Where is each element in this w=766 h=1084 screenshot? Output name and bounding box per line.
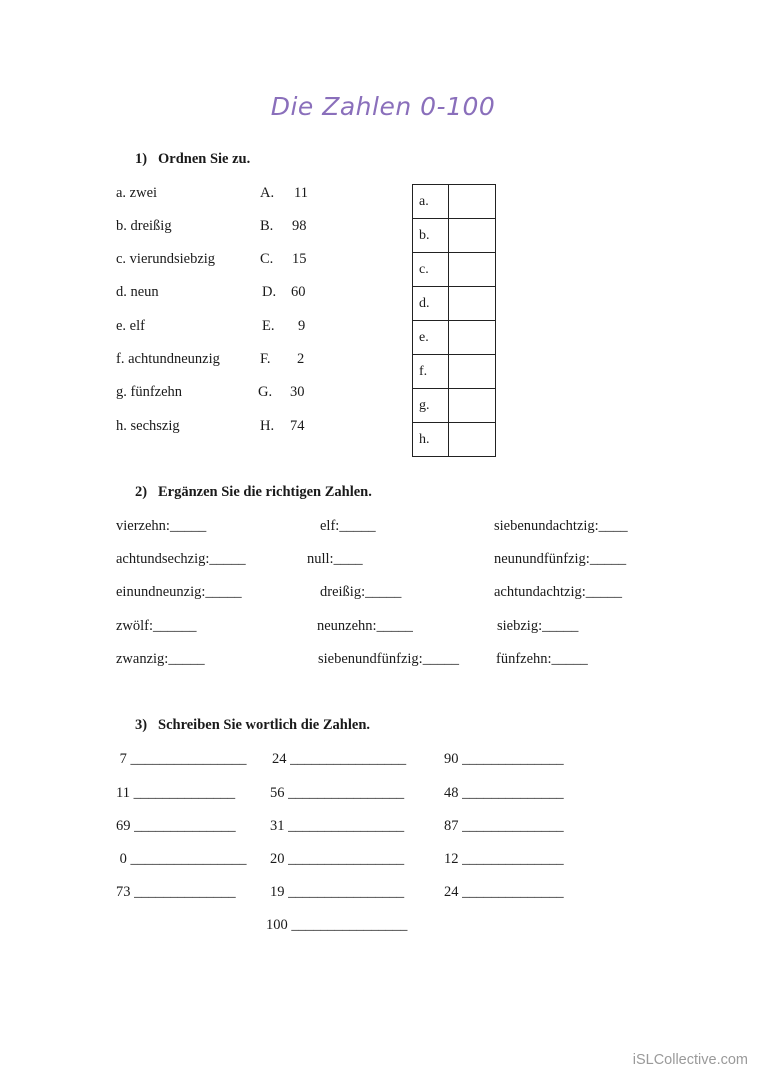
word-c: c. vierundsiebzig [116,251,216,267]
value-A: 11 [294,185,308,201]
word-d: d. neun [116,284,159,300]
write-item: 19 ________________ [270,884,405,900]
fill-item: siebenundfünfzig:_____ [318,651,459,667]
fill-item: elf:_____ [320,518,376,534]
letter-E: E. [262,318,275,334]
fill-item: null:____ [307,551,363,567]
value-E: 9 [298,318,306,334]
grid-label: f. [413,355,449,389]
grid-label: g. [413,389,449,423]
grid-row [413,321,496,355]
letter-C: C. [260,251,274,267]
answer-box[interactable] [449,219,496,253]
write-item: 24 ________________ [272,751,407,767]
letter-A: A. [260,185,275,201]
section-2-title: Ergänzen Sie die richtigen Zahlen. [158,484,372,500]
section-1-heading [135,151,250,168]
answer-grid [412,184,496,457]
write-item: 20 ________________ [270,851,405,867]
fill-item: achtundsechzig:_____ [116,551,246,567]
value-H: 74 [290,418,305,434]
section-1-number: 1) [135,151,148,167]
write-item: 0 ________________ [116,851,247,867]
letter-H: H. [260,418,275,434]
write-item: 11 ______________ [116,785,236,801]
write-item: 24 ______________ [444,884,564,900]
grid-row [413,253,496,287]
value-C: 15 [292,251,307,267]
fill-item: neunzehn:_____ [317,618,413,634]
grid-row [413,423,496,457]
value-F: 2 [297,351,305,367]
answer-box[interactable] [449,355,496,389]
answer-box[interactable] [449,185,496,219]
word-h: h. sechszig [116,418,180,434]
section-2-number: 2) [135,484,148,500]
write-item: 48 ______________ [444,785,564,801]
grid-row [413,287,496,321]
watermark: iSLCollective.com [632,1052,748,1068]
fill-item: zwölf:______ [116,618,197,634]
section-3-title: Schreiben Sie wortlich die Zahlen. [158,717,371,733]
write-item: 31 ________________ [270,818,405,834]
page-title: Die Zahlen 0-100 [270,92,496,121]
value-B: 98 [292,218,307,234]
write-item: 7 ________________ [116,751,247,767]
grid-label: a. [413,185,449,219]
fill-item: neunundfünfzig:_____ [494,551,627,567]
fill-item: siebzig:_____ [497,618,579,634]
answer-box[interactable] [449,389,496,423]
answer-box[interactable] [449,423,496,457]
fill-item: dreißig:_____ [320,584,402,600]
grid-row [413,185,496,219]
write-item: 12 ______________ [444,851,564,867]
grid-label: b. [413,219,449,253]
write-item: 90 ______________ [444,751,564,767]
grid-label: e. [413,321,449,355]
value-D: 60 [291,284,306,300]
section-1-title: Ordnen Sie zu. [158,151,251,167]
word-b: b. dreißig [116,218,172,234]
word-g: g. fünfzehn [116,384,183,400]
answer-box[interactable] [449,321,496,355]
fill-item: achtundachtzig:_____ [494,584,623,600]
write-item: 69 ______________ [116,818,236,834]
letter-G: G. [258,384,273,400]
grid-label: d. [413,287,449,321]
grid-label: h. [413,423,449,457]
fill-item: siebenundachtzig:____ [494,518,628,534]
write-item: 87 ______________ [444,818,564,834]
answer-box[interactable] [449,287,496,321]
section-3-number: 3) [135,717,148,733]
fill-item: zwanzig:_____ [116,651,205,667]
letter-F: F. [260,351,271,367]
section-3-heading [135,717,370,734]
write-item: 56 ________________ [270,785,405,801]
word-f: f. achtundneunzig [116,351,220,367]
value-G: 30 [290,384,305,400]
grid-row [413,355,496,389]
letter-B: B. [260,218,274,234]
fill-item: fünfzehn:_____ [496,651,588,667]
letter-D: D. [262,284,277,300]
grid-row [413,219,496,253]
word-a: a. zwei [116,185,158,201]
section-2-heading [135,484,372,501]
answer-box[interactable] [449,253,496,287]
write-item: 100 ________________ [266,917,408,933]
grid-row [413,389,496,423]
word-e: e. elf [116,318,145,334]
fill-item: vierzehn:_____ [116,518,207,534]
write-item: 73 ______________ [116,884,236,900]
grid-label: c. [413,253,449,287]
fill-item: einundneunzig:_____ [116,584,242,600]
